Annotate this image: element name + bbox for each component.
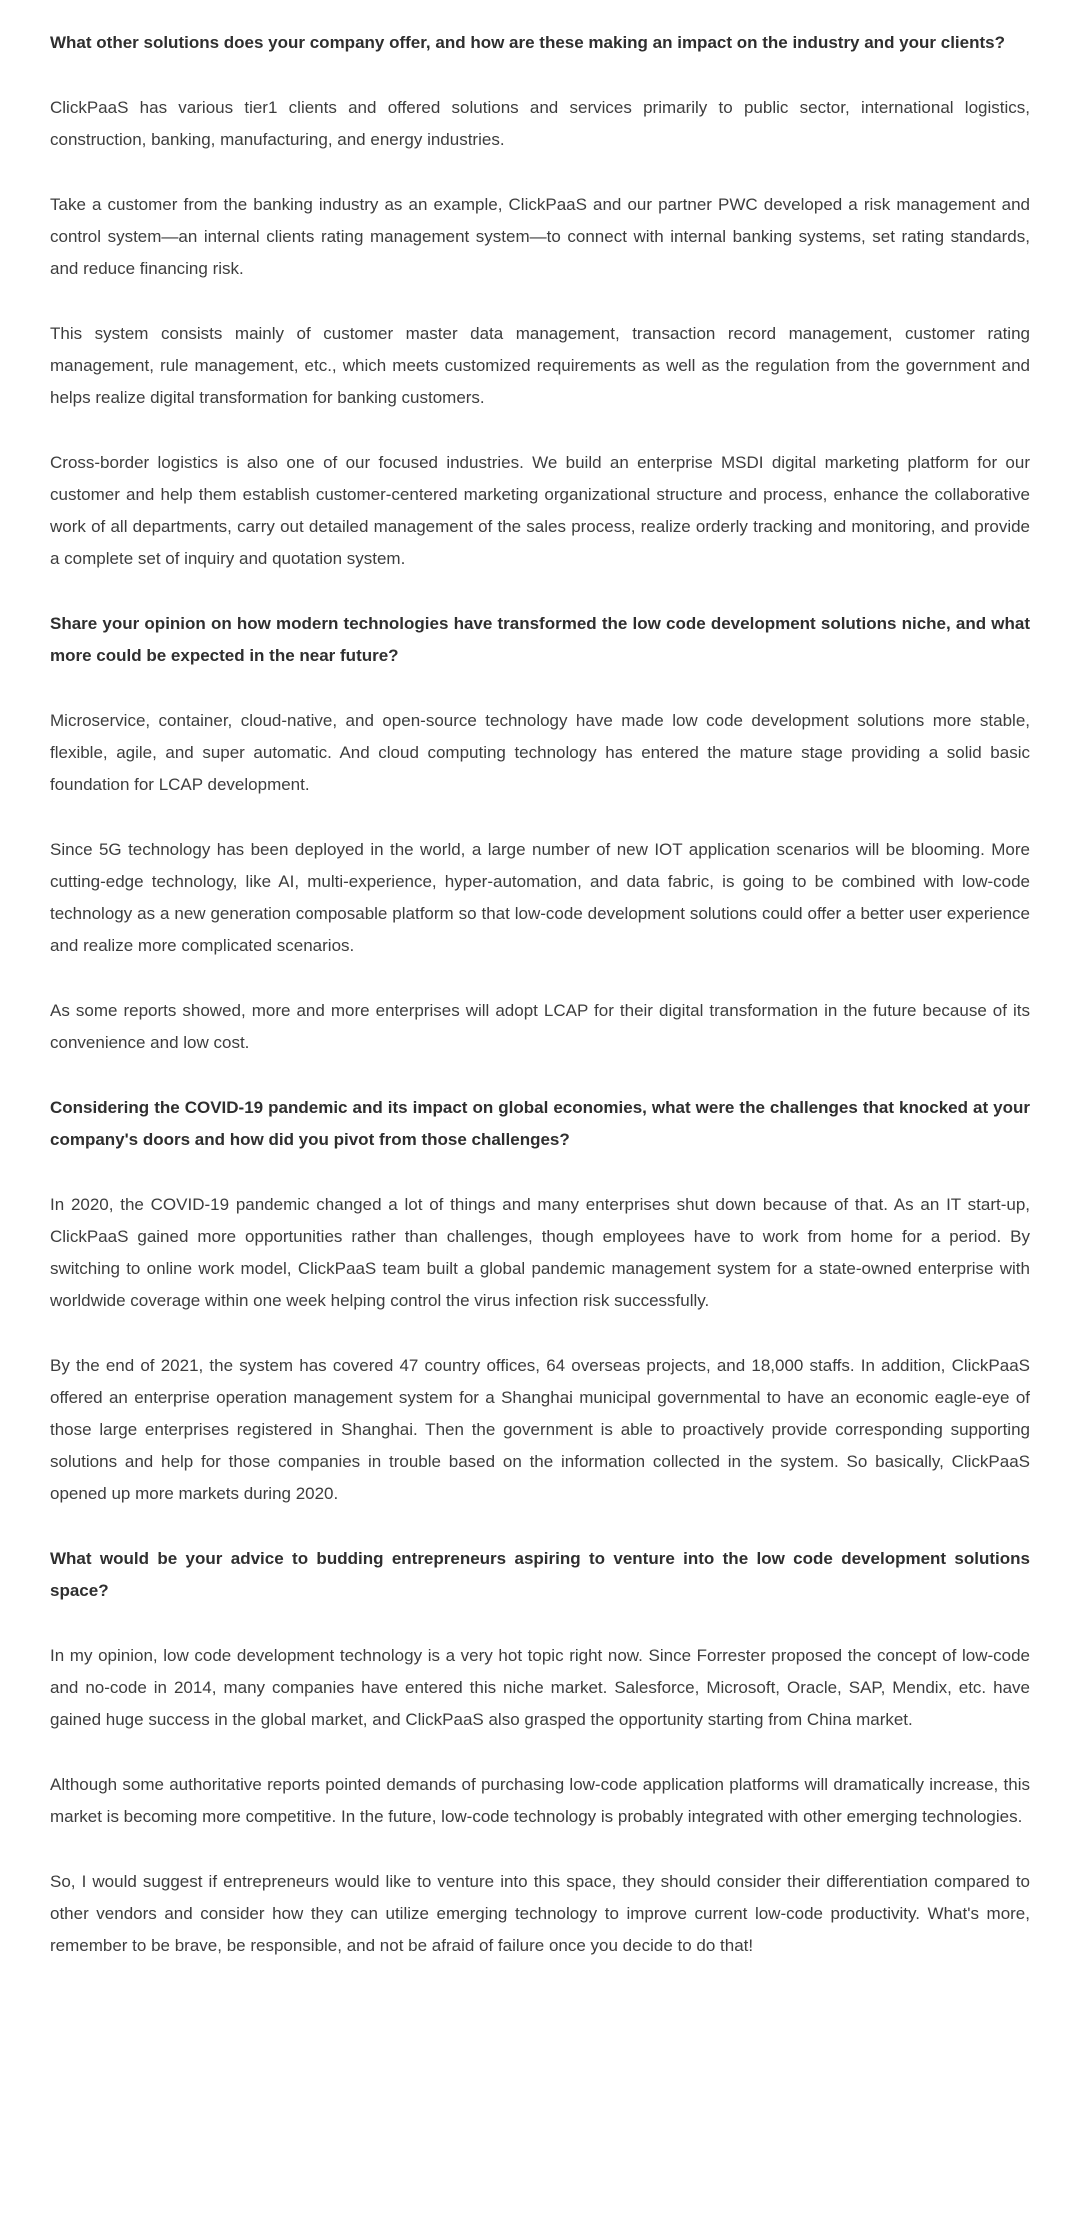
question-heading: Share your opinion on how modern technologies have transformed the low code development solutions niche, and what more could be expected in the near future? (50, 614, 1030, 665)
answer-paragraph: ClickPaaS has various tier1 clients and offered solutions and services primarily to public sector, international logistics, construction, banking, manufacturing, and energy industries. (50, 98, 1030, 149)
answer-paragraph: This system consists mainly of customer master data management, transaction record management, customer rating management, rule management, etc., which meets customized requirements as well as the regulation from the government and helps realize digital transformation for banking customers. (50, 324, 1030, 407)
answer-paragraph: Take a customer from the banking industry as an example, ClickPaaS and our partner PWC developed a risk management and control system—an internal clients rating management system—to connect with internal banking systems, set rating standards, and reduce financing risk. (50, 195, 1030, 278)
answer-paragraph: Microservice, container, cloud-native, and open-source technology have made low code development solutions more stable, flexible, agile, and super automatic. And cloud computing technology has entered the mature stage providing a solid basic foundation for LCAP development. (50, 711, 1030, 794)
answer-paragraph: Cross-border logistics is also one of our focused industries. We build an enterprise MSDI digital marketing platform for our customer and help them establish customer-centered marketing organizational structure and process, enhance the collaborative work of all departments, carry out detailed management of the sales process, realize orderly tracking and monitoring, and provide a complete set of inquiry and quotation system. (50, 453, 1030, 568)
question-heading: What other solutions does your company offer, and how are these making an impact on the industry and your clients? (50, 33, 1005, 52)
question-heading: Considering the COVID-19 pandemic and its impact on global economies, what were the challenges that knocked at your company's doors and how did you pivot from those challenges? (50, 1098, 1030, 1149)
answer-paragraph: So, I would suggest if entrepreneurs would like to venture into this space, they should consider their differentiation compared to other vendors and consider how they can utilize emerging technology to improve current low-code productivity. What's more, remember to be brave, be responsible, and not be afraid of failure once you decide to do that! (50, 1872, 1030, 1955)
answer-paragraph: In my opinion, low code development technology is a very hot topic right now. Since Forrester proposed the concept of low-code and no-code in 2014, many companies have entered this niche market. Salesforce, Microsoft, Oracle, SAP, Mendix, etc. have gained huge success in the global market, and ClickPaaS also grasped the opportunity starting from China market. (50, 1646, 1030, 1729)
answer-paragraph: Although some authoritative reports pointed demands of purchasing low-code application platforms will dramatically increase, this market is becoming more competitive. In the future, low-code technology is probably integrated with other emerging technologies. (50, 1775, 1030, 1826)
answer-paragraph: Since 5G technology has been deployed in the world, a large number of new IOT application scenarios will be blooming. More cutting-edge technology, like AI, multi-experience, hyper-automation, and data fabric, is going to be combined with low-code technology as a new generation composable platform so that low-code development solutions could offer a better user experience and realize more complicated scenarios. (50, 840, 1030, 955)
answer-paragraph: In 2020, the COVID-19 pandemic changed a lot of things and many enterprises shut down because of that. As an IT start-up, ClickPaaS gained more opportunities rather than challenges, though employees have to work from home for a period. By switching to online work model, ClickPaaS team built a global pandemic management system for a state-owned enterprise with worldwide coverage within one week helping control the virus infection risk successfully. (50, 1195, 1030, 1310)
answer-paragraph: As some reports showed, more and more enterprises will adopt LCAP for their digital transformation in the future because of its convenience and low cost. (50, 1001, 1030, 1052)
question-heading: What would be your advice to budding entrepreneurs aspiring to venture into the low code development solutions space? (50, 1549, 1030, 1600)
answer-paragraph: By the end of 2021, the system has covered 47 country offices, 64 overseas projects, and 18,000 staffs. In addition, ClickPaaS offered an enterprise operation management system for a Shanghai municipal governmental to have an economic eagle-eye of those large enterprises registered in Shanghai. Then the government is able to proactively provide corresponding supporting solutions and help for those companies in trouble based on the information collected in the system. So basically, ClickPaaS opened up more markets during 2020. (50, 1356, 1030, 1503)
